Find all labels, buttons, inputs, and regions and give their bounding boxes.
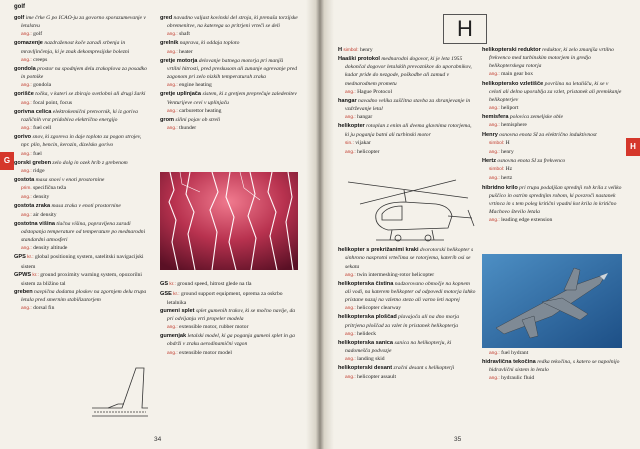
translation: helicopter clearway (357, 305, 402, 312)
language-label: ang.: (345, 306, 356, 312)
definition: mednarodni dogovor, ki je leta 1955 dokončal dogovor letalskih prevoznikov do uporabnikov, kadar pride do nezgode, poškodbe ali zamud v mednarodnem prometu (345, 56, 472, 87)
language-label: ang.: (21, 168, 32, 174)
entry-translation (338, 139, 476, 148)
translation: vijakar (355, 139, 371, 146)
definition: prostor na spodnjem delu zrakoplova za posadko in potnike (21, 65, 147, 81)
language-label: ang.: (489, 376, 500, 382)
language-label: ang.: (167, 49, 178, 55)
language-label: ang.: (489, 176, 500, 182)
definition: ime črke G po ICAO-ju za govorno sporazumevanje v letalstvu (21, 15, 146, 30)
headword: GS (160, 281, 169, 288)
definition: zračni desant s helikopterji (392, 365, 455, 372)
language-label: ang.: (345, 357, 356, 363)
language-label: ang.: (489, 218, 500, 224)
entry-translation (160, 124, 298, 133)
translation: hemisphere (501, 122, 527, 129)
dictionary-entry (14, 108, 149, 124)
translation: gondola (33, 82, 52, 89)
definition: nadzorovano območje na kopnem ali vodi, na katerem helikopter od odpovedi motorja lahko pristane nazaj na vzletno stezo ali varno leti naprej (345, 280, 476, 304)
dictionary-entry (160, 90, 298, 106)
translation: fuel (33, 150, 42, 157)
entry-translation (338, 373, 476, 382)
dictionary-entry (482, 113, 622, 121)
definition: površina na letališču, ki se v celoti ali delno uporablja za vzlet, pristanek ali premikanje helikopterjev (489, 80, 622, 103)
dictionary-entry (338, 313, 476, 329)
running-head: golf (14, 4, 25, 10)
headword: gondola (14, 65, 36, 72)
definition: sistem, ki z gretjem preprečuje zaledenitev Venturijeve cevi v uplinjaču (167, 91, 297, 106)
headword: gostotna višina (14, 220, 56, 227)
translation: hydraulic fluid (501, 375, 535, 382)
definition: tlačna višina, popravljena zaradi odstopanja temperature od temperature po mednarodni standardni atmosferi (21, 220, 146, 244)
headword: helikopterska ploščad (338, 314, 397, 321)
dictionary-entry (14, 271, 149, 288)
headword: helikopterski reduktor (482, 47, 541, 53)
entry-translation (338, 271, 476, 280)
entry-translation (14, 244, 149, 253)
headword: grom (160, 116, 174, 123)
entry-translation (14, 184, 149, 193)
definition: elektrokemični pretvornik, ki iz goriva različnih vrst pridobiva električno energijo (21, 108, 138, 123)
definition: nazdraženost koče zaradi srbenja in mravljinčenja, ki je znak dekompresijske bolezni (21, 40, 130, 55)
headword: hidravlična tekočina (482, 358, 536, 365)
language-label: ang.: (345, 331, 356, 337)
definition: splet gumenih trakov, ki se močno navije, da pri odvijanju vrti propeler modela (167, 307, 296, 322)
definition: redka tekočina, s katero se napolnijo hidravlični sistem in letalo (489, 358, 620, 374)
dictionary-entry (160, 332, 298, 348)
translation: hangar (357, 114, 373, 121)
translation: ground support equipment, oprema za oskrbo letalnika (167, 290, 283, 306)
dictionary-entry (338, 55, 476, 88)
translation: twin intermeshing-rotor helicopter (357, 271, 435, 278)
language-label: ang.: (489, 149, 500, 155)
definition: navpična dodatna ploskev na zgornjem delu trupa letala pred smernim stabilizatorjem (21, 289, 147, 304)
definition: reduktor, ki zelo zmanjša vrtilno frekvenco med turbinskim motorjem in gredjo helikopterskega rotorja (489, 47, 614, 70)
dictionary-entry (338, 122, 476, 138)
language-label: ang.: (345, 89, 356, 95)
language-label: ang.: (167, 32, 178, 38)
definition: navadno velika zaščitna stavba za shranjevanje in vzdrževanje letal (345, 97, 471, 113)
headword: gred (160, 15, 173, 21)
translation: henry (501, 148, 514, 155)
translation: heliport (501, 105, 519, 112)
language-label: ang.: (167, 325, 178, 331)
headword: gorski greben (14, 159, 51, 166)
dictionary-entry (160, 57, 298, 81)
entry-translation (14, 124, 149, 133)
definition: sanica na helikopterju, ki nadomešča podvozje (345, 339, 452, 355)
tail-fin-drawing (88, 364, 152, 422)
headword: gorišče (14, 91, 34, 98)
headword: gumenjak (160, 333, 187, 340)
headword: gostota (14, 176, 35, 183)
headword: Haaški protokol (338, 56, 380, 63)
dictionary-entry (160, 39, 298, 47)
entry-translation (14, 150, 149, 159)
language-label: kr.: (31, 272, 39, 278)
definition: plavajoča ali na dno morja pritrjena ploščad za vzlet in pristanek helikopterja (345, 314, 460, 329)
translation: H (505, 139, 510, 146)
definition: dvorotorski helikopter s sinhrono nasprotni vrtečima se rotorjema, katerih osi se sekata (345, 247, 474, 270)
entry-translation (14, 56, 149, 65)
language-label: ang.: (21, 306, 32, 312)
dictionary-entry (14, 288, 149, 304)
translation: golf (33, 31, 43, 38)
headword: gretje uplinjača (160, 91, 202, 98)
dictionary-entry (14, 14, 149, 30)
translation: density altitude (33, 245, 68, 252)
translation: main gear box (501, 71, 534, 78)
translation: air density (33, 211, 57, 218)
right-page (322, 0, 640, 449)
dictionary-entry (14, 202, 149, 210)
thumb-tab-h: H (626, 138, 640, 156)
headword: Hertz (482, 158, 496, 165)
translation: helicopter assault (357, 373, 397, 380)
entry-translation (482, 165, 622, 174)
entry-translation (14, 167, 149, 176)
headword: helikopter (338, 123, 365, 130)
entry-translation (482, 70, 622, 79)
entry-translation (14, 304, 149, 313)
dictionary-entry (338, 339, 476, 355)
translation: henry (358, 47, 373, 53)
translation: specifična teža (33, 185, 67, 192)
translation: shaft (179, 31, 190, 38)
headword: gumeni splet (160, 307, 195, 314)
language-label: ang.: (489, 350, 500, 356)
entry-translation (338, 355, 476, 364)
translation: leading edge extension (501, 217, 553, 224)
language-label: ang.: (167, 126, 178, 132)
language-label: ang.: (167, 108, 178, 114)
dictionary-entry (14, 220, 149, 244)
headword: greben (14, 289, 33, 295)
definition: snov, ki zgoreva in daje toploto za pogon strojev, npr. plin, bencin, kerozin, dizelsko gorivo (21, 134, 142, 149)
entry-translation (14, 211, 149, 220)
entry-translation (482, 349, 622, 358)
section-letter: H (443, 14, 487, 44)
definition: navadno valjast kovinski del stroja, ki prenaša torzijske obremenitve, na katerega so pritrjeni vrteči se deli (167, 15, 298, 30)
translation: Hz (505, 166, 513, 173)
language-label: ang.: (21, 212, 32, 218)
headword: helikopterski desant (338, 365, 393, 372)
dictionary-entry (482, 46, 622, 70)
left-page-column-1 (14, 14, 149, 313)
dictionary-entry (160, 307, 298, 323)
thumb-tab-g: G (0, 152, 14, 170)
headword: helikoptersko vzletišče (482, 80, 544, 87)
entry-translation (14, 99, 149, 108)
translation: thunder (179, 125, 197, 132)
definition: zelo dolg in ozek hrib z grebenom (51, 159, 128, 166)
language-label: ang.: (345, 374, 356, 380)
translation: landing skid (357, 356, 385, 363)
headword: Henry (482, 131, 498, 138)
dictionary-entry (14, 159, 149, 167)
lightning-photo-graphic (160, 172, 298, 270)
language-label: ang.: (21, 151, 32, 157)
language-label: kr.: (25, 255, 34, 261)
dictionary-entry (482, 131, 622, 139)
language-label: ang.: (21, 83, 32, 89)
entry-translation (338, 304, 476, 313)
headword: helikopter s prekrižanimi kraki (338, 247, 419, 254)
dictionary-entry (482, 157, 622, 165)
translation: carburettor heating (179, 107, 222, 114)
headword: gretje motorja (160, 57, 198, 64)
headword: grelnik (160, 40, 179, 47)
translation: ground proximity warning system, opozorilni sistem za bližino tal (21, 271, 142, 287)
language-label: ang.: (489, 72, 500, 78)
entry-translation (338, 113, 476, 122)
page-number-right: 35 (454, 436, 462, 443)
entry-translation (160, 107, 298, 116)
translation: helideck (357, 330, 377, 337)
entry-translation (14, 81, 149, 90)
language-label: ang.: (21, 246, 32, 252)
dictionary-entry (482, 184, 622, 217)
definition: rotoplan z enim ali dvema glavnima rotorjema, ki ju poganja batni ali turbinski motor (345, 123, 472, 138)
definition: polovica zemeljske oble (508, 114, 563, 121)
dictionary-entry (160, 116, 298, 124)
dictionary-entry (14, 90, 149, 98)
lightning-photo (160, 172, 298, 270)
language-label: simbol: (489, 167, 505, 173)
dictionary-entry (14, 176, 149, 184)
dictionary-entry (14, 253, 149, 270)
dictionary-entry (338, 46, 476, 55)
book-gutter (306, 0, 334, 449)
language-label: simbol: (489, 140, 505, 146)
jet-photo-graphic (482, 254, 622, 348)
dictionary-entry (160, 14, 298, 30)
helicopter-graphic (340, 176, 476, 254)
translation: hertz (501, 175, 513, 182)
headword: hibridno krilo (482, 184, 518, 191)
language-label: ang.: (21, 100, 32, 106)
entry-translation (160, 349, 298, 358)
language-label: ang.: (21, 32, 32, 38)
dictionary-entry (14, 39, 149, 55)
entry-translation (482, 374, 622, 383)
translation: global positioning system, satelitski navigacijski sistem (21, 254, 144, 270)
translation: creeps (33, 56, 48, 63)
language-label: ang.: (21, 126, 32, 132)
language-label: prim. (21, 186, 32, 192)
translation: fuel cell (33, 125, 52, 132)
translation: density (33, 194, 50, 201)
helicopter-drawing (340, 176, 476, 254)
entry-translation (482, 139, 622, 148)
dictionary-entry (160, 280, 298, 289)
definition: točka, v kateri se zbirajo svetlobni ali drugi žarki (33, 91, 146, 98)
headword: gostota zraka (14, 203, 51, 210)
entry-translation (338, 148, 476, 157)
entry-translation (160, 30, 298, 39)
entry-translation (14, 193, 149, 202)
translation: Hague Protocol (357, 88, 393, 95)
language-label: ang.: (167, 83, 178, 89)
language-label: simbol: (342, 48, 359, 53)
tail-fin-graphic (88, 364, 152, 422)
language-label: ang.: (345, 115, 356, 121)
entry-translation (482, 104, 622, 113)
translation: extensible motor model (179, 349, 232, 356)
headword: gomazenje (14, 40, 43, 47)
language-label: ang.: (489, 123, 500, 129)
language-label: ang.: (21, 195, 32, 201)
translation: extensible motor, rubber motor (179, 324, 249, 331)
headword: gorivo (14, 134, 32, 141)
dictionary-entry (14, 65, 149, 81)
definition: osnovna enota SI za frekvenco (496, 158, 566, 165)
headword: helikopterska čistina (338, 280, 394, 287)
headword: GPWS (14, 271, 32, 278)
dictionary-entry (338, 97, 476, 113)
definition: masa zraka v enoti prostornine (50, 203, 121, 210)
entry-translation (482, 121, 622, 130)
translation: dorsal fin (33, 305, 55, 312)
dictionary-entry (160, 290, 298, 307)
translation: ground speed, hitrost glede na tla (175, 281, 252, 288)
translation: focal point, focus (33, 99, 73, 106)
entry-translation (14, 30, 149, 39)
language-label: sin.: (345, 140, 354, 146)
headword: H (338, 47, 343, 53)
entry-translation (160, 81, 298, 90)
language-label: ang.: (345, 272, 356, 278)
entry-translation (338, 88, 476, 97)
dictionary-entry (482, 80, 622, 104)
translation: fuel hydrant (501, 349, 529, 356)
definition: letalski model, ki ga poganja gumeni splet in ga obdrži v zraku aerodinamični vzgon (167, 333, 295, 348)
language-label: ang.: (345, 149, 356, 155)
headword: golf (14, 15, 25, 21)
translation: ridge (33, 167, 45, 174)
jet-photo (482, 254, 622, 348)
headword: gorivna celica (14, 108, 52, 115)
definition: delovanje batnega motorja pri manjši vrtilni hitrosti, pred preskusom ali zunanje ogrevanje pred zagonom pri zelo nizkih temperaturah zraka (167, 57, 298, 81)
entry-translation (338, 330, 476, 339)
dictionary-entry (482, 358, 622, 374)
definition: silini pojav ob streli (173, 116, 221, 123)
translation: engine heating (179, 82, 212, 89)
entry-translation (482, 216, 622, 225)
language-label: ang.: (167, 350, 178, 356)
headword: GSE (160, 290, 172, 297)
entry-translation (160, 323, 298, 332)
translation: heater (179, 48, 193, 55)
language-label: kr.: (171, 291, 180, 297)
definition: masa snovi v enoti prostornine (34, 176, 105, 183)
left-page (0, 0, 318, 449)
dictionary-entry (14, 133, 149, 149)
definition: osnovna enota SI za električno induktivnost (497, 131, 597, 138)
language-label: ang.: (21, 57, 32, 63)
translation: helicopter (357, 148, 380, 155)
headword: helikopterska sanica (338, 339, 394, 346)
entry-translation (482, 148, 622, 157)
dictionary-entry (338, 364, 476, 372)
definition: naprava, ki oddaja toploto (178, 40, 240, 47)
definition: pri trupu podaljšan sprednji rob krila z veliko puščico in ostrim sprednjim robom, ki povzroči nastanek vrtinca in s tem poleg kritični vpadni kot krila in kritično Machovo število letala (489, 184, 622, 215)
language-label: ang.: (489, 106, 500, 112)
entry-translation (482, 174, 622, 183)
language-label: kr.: (168, 282, 176, 288)
headword: GPS (14, 254, 26, 261)
entry-translation (160, 48, 298, 57)
headword: hangar (338, 97, 357, 104)
page-number-left: 34 (154, 436, 162, 443)
headword: hemisfera (482, 114, 509, 121)
dictionary-entry (338, 280, 476, 304)
